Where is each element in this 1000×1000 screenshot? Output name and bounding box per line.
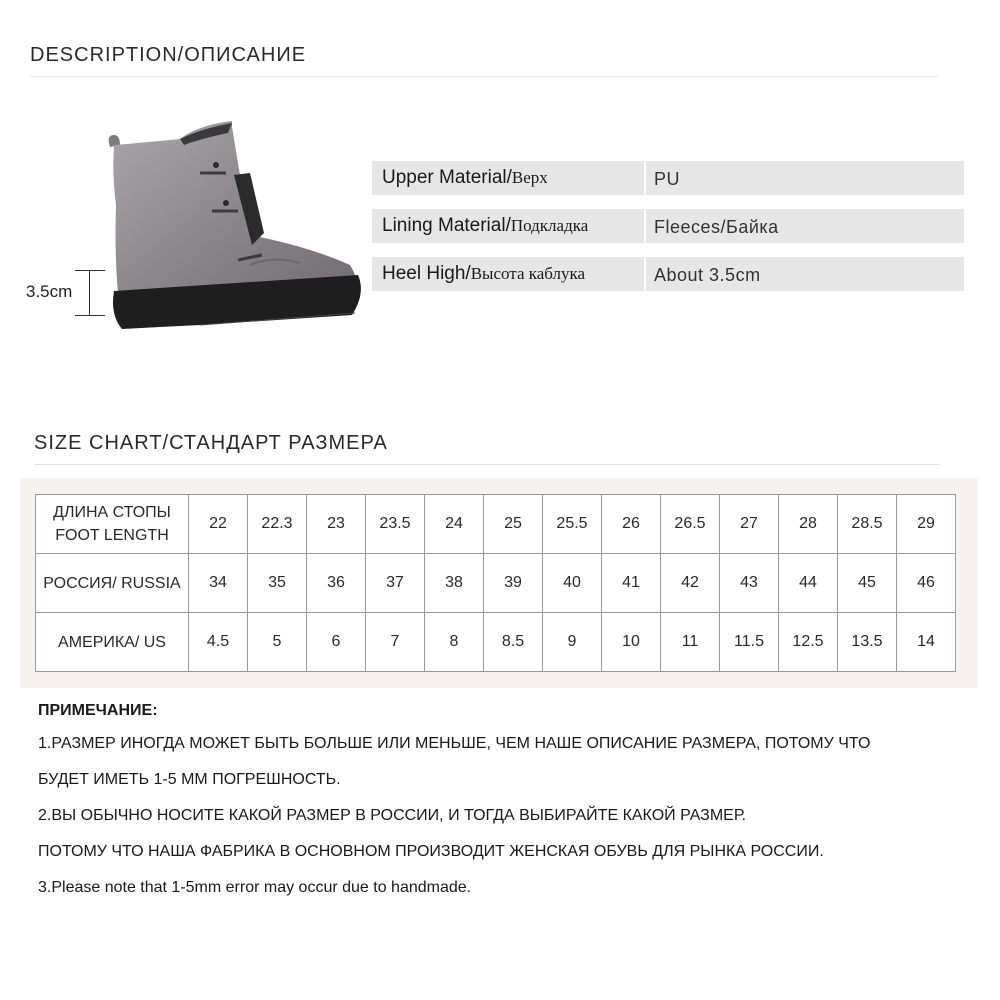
size-row-label [36,554,189,613]
size-cell: 44 [779,554,838,613]
size-cell: 25 [484,495,543,554]
note-line: 1.РАЗМЕР ИНОГДА МОЖЕТ БЫТЬ БОЛЬШЕ ИЛИ МЕНЬШЕ, ЧЕМ НАШЕ ОПИСАНИЕ РАЗМЕРА, ПОТОМУ ЧТО [38,735,871,752]
size-cell: 7 [366,613,425,672]
size-row-label [36,613,189,672]
spec-key-ru: Верх [511,168,548,187]
dimension-top-tick [75,270,105,271]
size-cell: 6 [307,613,366,672]
size-cell: 5 [248,613,307,672]
size-cell: 13.5 [838,613,897,672]
size-cell: 23.5 [366,495,425,554]
size-row-label-line: АМЕРИКА/ US [58,633,166,651]
size-cell: 8 [425,613,484,672]
size-cell: 12.5 [779,613,838,672]
size-table-row [36,613,956,672]
spec-key-en: Upper Material/ [382,167,512,188]
size-cell: 28 [779,495,838,554]
size-cell: 26 [602,495,661,554]
heel-height-label: 3.5cm [26,282,73,301]
boot-image [100,115,370,340]
size-cell: 11.5 [720,613,779,672]
size-cell: 23 [307,495,366,554]
size-cell: 37 [366,554,425,613]
spec-key-ru: Подкладка [510,216,589,235]
size-row-label [36,495,189,554]
spec-key [372,257,644,291]
spec-row-lining-material [372,209,964,243]
size-cell: 43 [720,554,779,613]
note-line: БУДЕТ ИМЕТЬ 1-5 ММ ПОГРЕШНОСТЬ. [38,771,341,788]
spec-value: About 3.5cm [646,257,964,291]
size-row-label-line: FOOT LENGTH [55,527,169,544]
spec-key-ru: Высота каблука [470,264,586,283]
note-line: ПОТОМУ ЧТО НАША ФАБРИКА В ОСНОВНОМ ПРОИЗВОДИТ ЖЕНСКАЯ ОБУВЬ ДЛЯ РЫНКА РОССИИ. [38,843,824,860]
size-cell: 8.5 [484,613,543,672]
size-cell: 22 [189,495,248,554]
size-cell: 9 [543,613,602,672]
size-cell: 38 [425,554,484,613]
size-cell: 11 [661,613,720,672]
dimension-bottom-tick [75,315,105,316]
spec-key-en: Lining Material/ [382,215,511,236]
size-cell: 24 [425,495,484,554]
size-cell: 27 [720,495,779,554]
size-row-label-line: РОССИЯ/ RUSSIA [43,574,181,592]
size-chart-title: SIZE CHART/СТАНДАРТ РАЗМЕРА [34,432,388,454]
size-cell: 29 [897,495,956,554]
spec-key-en: Heel High/ [382,263,471,284]
spec-row-heel-high [372,257,964,291]
size-cell: 4.5 [189,613,248,672]
size-table-row [36,495,956,554]
spec-value: Fleeces/Байка [646,209,964,243]
size-cell: 39 [484,554,543,613]
size-cell: 40 [543,554,602,613]
size-row-label-line: ДЛИНА СТОПЫ [53,504,171,521]
spec-key [372,209,644,243]
size-cell: 41 [602,554,661,613]
size-cell: 35 [248,554,307,613]
spec-key [372,161,644,195]
size-table-row [36,554,956,613]
note-line: 2.ВЫ ОБЫЧНО НОСИТЕ КАКОЙ РАЗМЕР В РОССИИ, И ТОГДА ВЫБИРАЙТЕ КАКОЙ РАЗМЕР. [38,807,746,824]
size-cell: 10 [602,613,661,672]
dimension-line [89,270,90,316]
size-cell: 28.5 [838,495,897,554]
size-cell: 34 [189,554,248,613]
size-cell: 14 [897,613,956,672]
description-title: DESCRIPTION/ОПИСАНИЕ [30,44,307,66]
size-cell: 46 [897,554,956,613]
size-cell: 36 [307,554,366,613]
notes-title: ПРИМЕЧАНИЕ: [38,702,158,719]
size-cell: 26.5 [661,495,720,554]
description-divider [30,76,938,77]
notes-section [38,696,978,906]
size-cell: 22.3 [248,495,307,554]
size-cell: 42 [661,554,720,613]
size-cell: 25.5 [543,495,602,554]
spec-value: PU [646,161,964,195]
note-line: 3.Please note that 1-5mm error may occur due to handmade. [38,879,472,896]
size-chart-divider [34,464,940,465]
spec-row-upper-material [372,161,964,195]
size-table [35,494,956,672]
size-cell: 45 [838,554,897,613]
